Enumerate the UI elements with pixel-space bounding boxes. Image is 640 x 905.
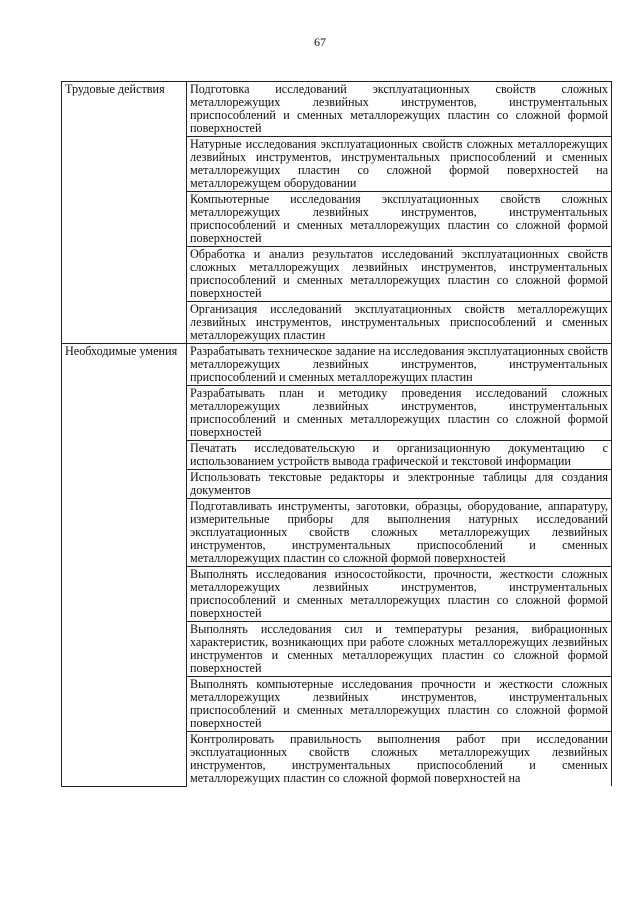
table-cell: Выполнять исследования износостойкости, прочности, жесткости сложных металлорежущих лезвийных инструментов, инструментальных приспособлений и сменных металлорежущих пластин со сложной формой поверхностей — [187, 567, 612, 622]
table-cell: Разрабатывать техническое задание на исследования эксплуатационных свойств металлорежущих лезвийных инструментов, инструментальных приспособлений и сменных металлорежущих пластин — [187, 344, 612, 386]
table-cell: Компьютерные исследования эксплуатационных свойств сложных металлорежущих лезвийных инструментов, инструментальных приспособлений и сменных металлорежущих пластин со сложной формой поверхностей — [187, 192, 612, 247]
table-cell: Контролировать правильность выполнения работ при исследовании эксплуатационных свойств сложных металлорежущих лезвийных инструментов, инструментальных приспособлений и сменных металлорежущих пластин со сложной формой поверхностей на — [187, 732, 612, 787]
table-row — [62, 344, 612, 386]
section-label-required-skills: Необходимые умения — [62, 344, 187, 787]
requirements-table — [61, 81, 612, 787]
table-cell: Использовать текстовые редакторы и электронные таблицы для создания документов — [187, 470, 612, 499]
table-cell: Выполнять исследования сил и температуры резания, вибрационных характеристик, возникающих при работе сложных металлорежущих лезвийных инструментов и сменных металлорежущих пластин со сложной формой поверхностей — [187, 622, 612, 677]
table-cell: Подготавливать инструменты, заготовки, образцы, оборудование, аппаратуру, измерительные приборы для выполнения натурных исследований эксплуатационных свойств сложных металлорежущих лезвийных инструментов, инструментальных приспособлений и сменных металлорежущих пластин со сложной формой поверхностей — [187, 499, 612, 567]
page-number: 67 — [314, 35, 326, 49]
table-cell: Организация исследований эксплуатационных свойств металлорежущих лезвийных инструментов, инструментальных приспособлений и сменных металлорежущих пластин — [187, 302, 612, 344]
table-cell: Натурные исследования эксплуатационных свойств сложных металлорежущих лезвийных инструментов, инструментальных приспособлений и сменных металлорежущих пластин со сложной формой поверхностей на металлорежущем оборудовании — [187, 137, 612, 192]
table-cell: Разрабатывать план и методику проведения исследований сложных металлорежущих лезвийных инструментов, инструментальных приспособлений и сменных металлорежущих пластин со сложной формой поверхностей — [187, 386, 612, 441]
table-row — [62, 82, 612, 137]
table-cell: Подготовка исследований эксплуатационных свойств сложных металлорежущих лезвийных инструментов, инструментальных приспособлений и сменных металлорежущих пластин со сложной формой поверхностей — [187, 82, 612, 137]
section-label-labor-actions: Трудовые действия — [62, 82, 187, 344]
table-cell: Печатать исследовательскую и организационную документацию с использованием устройств вывода графической и текстовой информации — [187, 441, 612, 470]
table-cell: Обработка и анализ результатов исследований эксплуатационных свойств сложных металлорежущих лезвийных инструментов, инструментальных приспособлений и сменных металлорежущих пластин со сложной формой поверхностей — [187, 247, 612, 302]
table-cell: Выполнять компьютерные исследования прочности и жесткости сложных металлорежущих лезвийных инструментов, инструментальных приспособлений и сменных металлорежущих пластин со сложной формой поверхностей — [187, 677, 612, 732]
